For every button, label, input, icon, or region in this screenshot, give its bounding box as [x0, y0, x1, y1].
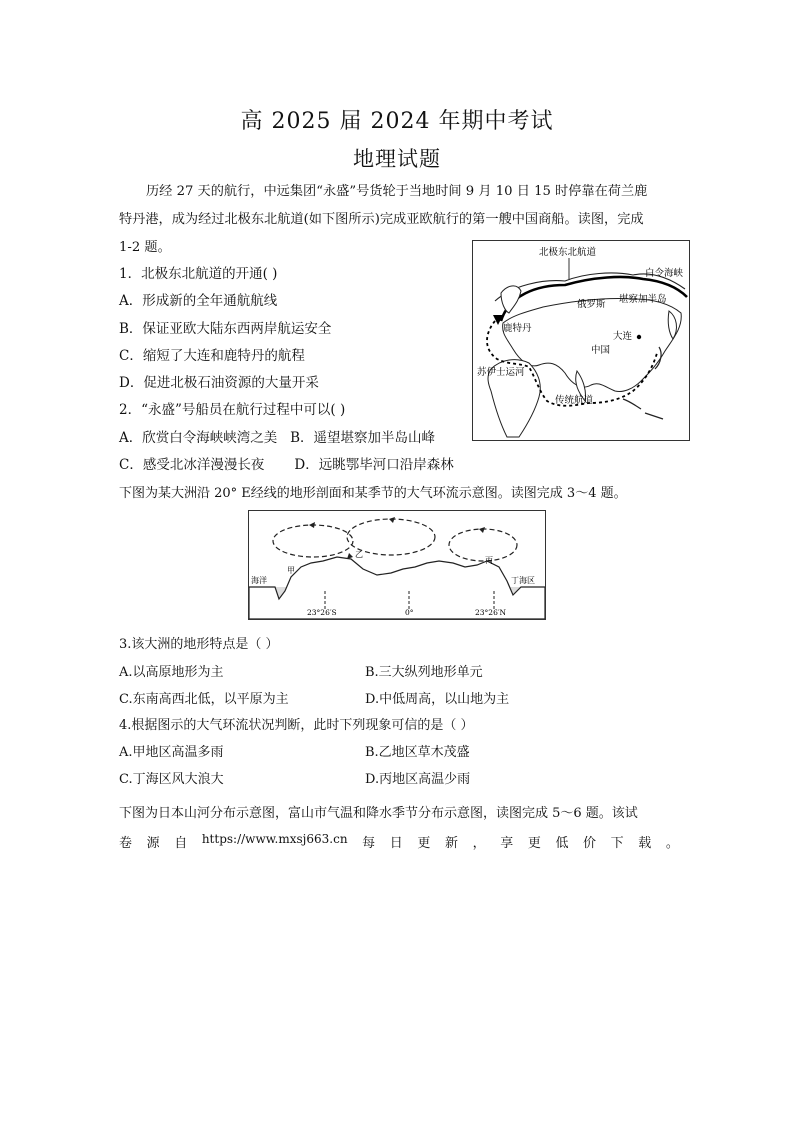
q2-stem: 2．“永盛”号船员在航行过程中可以( ) — [119, 402, 346, 418]
intro3-char: 日 — [389, 836, 403, 851]
circulation-cell-south — [273, 525, 353, 557]
map-label-dalian: 大连 — [613, 331, 633, 342]
profile-label-left-sea: 海洋 — [251, 576, 267, 585]
circulation-profile-figure — [248, 510, 546, 620]
source-url-link[interactable]: https://www.mxsj663.cn — [201, 832, 348, 846]
map-label-rotterdam: 鹿特丹 — [503, 323, 532, 334]
q4-option-c: C.丁海区风大浪大 — [119, 772, 224, 787]
intro3-char: 源 — [146, 836, 160, 851]
intro3-char: 载 — [638, 836, 652, 851]
dalian-marker-icon — [637, 335, 641, 339]
circulation-profile-svg — [249, 511, 545, 619]
q4-option-b: B.乙地区草木茂盛 — [365, 745, 470, 760]
q1-option-c: C．缩短了大连和鹿特丹的航程 — [119, 348, 305, 364]
page-title: 高 2025 届 2024 年期中考试 — [240, 109, 554, 134]
intro3-char: 下 — [610, 836, 624, 851]
profile-label-bing: 丙 — [485, 556, 493, 565]
intro1-line3: 1-2 题。 — [119, 240, 171, 255]
intro3-char: 。 — [665, 836, 679, 851]
map-label-suez: 苏伊士运河 — [477, 367, 525, 378]
intro3-char: 享 — [500, 836, 514, 851]
arctic-route-map — [472, 240, 690, 441]
profile-label-jia: 甲 — [287, 566, 295, 575]
intro3-char: 卷 — [119, 836, 133, 851]
q1-stem: 1．北极东北航道的开通( ) — [119, 266, 278, 282]
intro3-char: 每 — [362, 836, 376, 851]
q4-option-d: D.丙地区高温少雨 — [365, 772, 471, 787]
q4-option-a: A.甲地区高温多雨 — [119, 745, 224, 760]
profile-lat-south: 23°26′S — [307, 608, 337, 617]
intro3-char: 新 — [445, 836, 459, 851]
profile-label-yi: 乙 — [355, 550, 363, 559]
intro3-char: ， — [472, 836, 486, 851]
map-label-traditional: 传统航道 — [555, 395, 594, 406]
q2-options-ab: A．欣赏白令海峡峡湾之美 B．遥望堪察加半岛山峰 — [119, 430, 436, 446]
intro2-text: 下图为某大洲沿 20° E经线的地形剖面和某季节的大气环流示意图。读图完成 3～4 题。 — [119, 486, 627, 501]
intro3-line1: 下图为日本山河分布示意图，富山市气温和降水季节分布示意图，读图完成 5～6 题。该试 — [119, 806, 638, 821]
q4-stem: 4.根据图示的大气环流状况判断，此时下列现象可信的是（ ） — [119, 718, 474, 733]
map-label-route: 北极东北航道 — [539, 247, 597, 258]
intro3-line2 — [119, 832, 679, 851]
profile-lat-north: 23°26′N — [475, 608, 507, 617]
profile-lat-equator: 0° — [405, 608, 414, 617]
intro3-char: 价 — [583, 836, 597, 851]
intro3-char: 自 — [174, 836, 188, 851]
q1-option-d: D．促进北极石油资源的大量开采 — [119, 375, 319, 391]
map-label-china: 中国 — [591, 345, 611, 356]
profile-label-right-sea: 丁海区 — [511, 576, 535, 585]
map-label-russia: 俄罗斯 — [577, 299, 606, 310]
intro3-char: 更 — [527, 836, 541, 851]
map-label-bering: 白令海峡 — [645, 268, 684, 279]
q1-option-a: A．形成新的全年通航航线 — [119, 293, 278, 309]
circulation-cell-north — [449, 529, 517, 561]
q1-option-b: B．保证亚欧大陆东西两岸航运安全 — [119, 321, 332, 337]
q3-stem: 3.该大洲的地形特点是（ ） — [119, 637, 279, 652]
intro3-char: 更 — [417, 836, 431, 851]
q3-option-a: A.以高原地形为主 — [119, 665, 224, 680]
intro3-char: 低 — [555, 836, 569, 851]
q3-option-b: B.三大纵列地形单元 — [365, 665, 483, 680]
q2-options-cd: C．感受北冰洋漫漫长夜 D．远眺鄂毕河口沿岸森林 — [119, 457, 454, 473]
map-label-kamchatka: 堪察加半岛 — [619, 294, 667, 305]
intro1-line2: 特丹港，成为经过北极东北航道(如下图所示)完成亚欧航行的第一艘中国商船。读图，完成 — [119, 212, 644, 227]
arctic-route-map-svg — [473, 241, 689, 440]
q3-option-d: D.中低周高，以山地为主 — [365, 692, 510, 707]
q3-option-c: C.东南高西北低，以平原为主 — [119, 692, 289, 707]
intro1-line1: 历经 27 天的航行，中远集团“永盛”号货轮于当地时间 9 月 10 日 15 时停靠在荷兰鹿 — [146, 184, 648, 199]
page-subtitle: 地理试题 — [353, 147, 441, 171]
